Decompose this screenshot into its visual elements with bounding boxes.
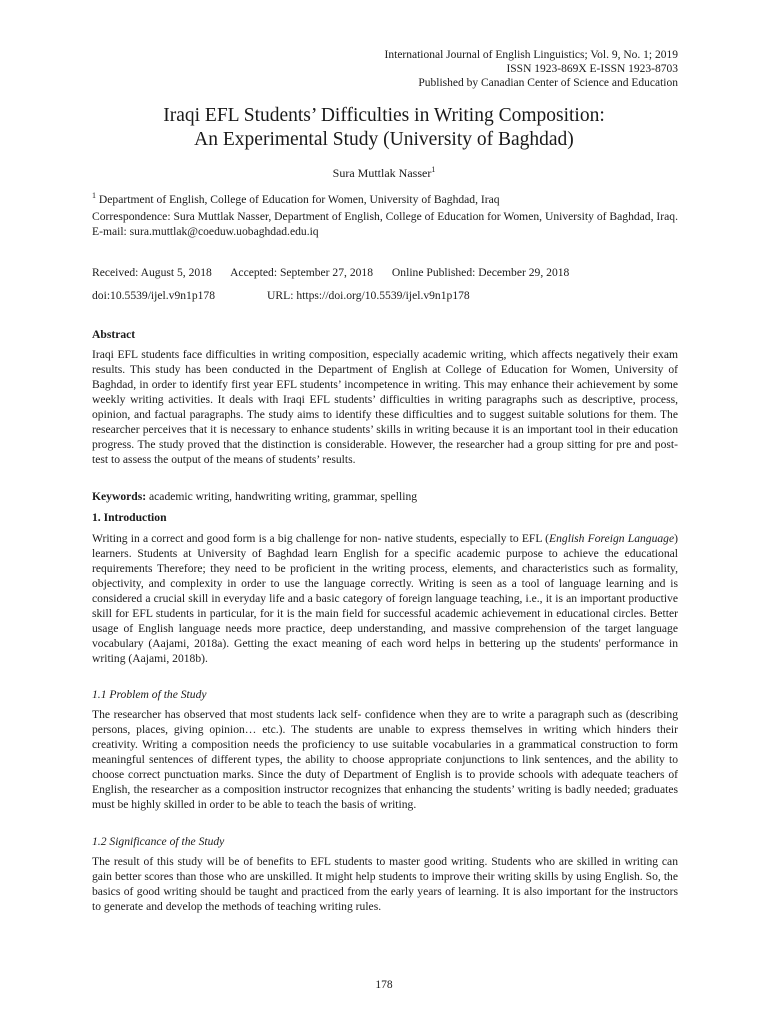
journal-publisher: Published by Canadian Center of Science and Education: [418, 77, 678, 89]
paper-title-line-2: An Experimental Study (University of Baghdad): [194, 129, 574, 150]
author-name: Sura Muttlak Nasser: [332, 166, 432, 180]
doi-line: [92, 288, 678, 303]
subsection-significance-heading: 1.2 Significance of the Study: [92, 835, 225, 848]
subsection-problem-heading: 1.1 Problem of the Study: [92, 688, 207, 701]
paper-title: [90, 104, 678, 152]
abstract-text: Iraqi EFL students face difficulties in writing composition, especially academic writing, which affects negatively their exam results. This study has been conducted in the Department of English at College of Education for Women, University of Baghdad, in order to identify first year EFL students’ incompetence in writing. This may enhance their achievement by some weekly writing activities. It deals with Iraqi EFL students’ difficulties in writing paragraphs such as descriptive, process, opinion, and factual paragraphs. The study aims to identify these difficulties and to suggest suitable solutions for them. The researcher perceives that it is necessary to enhance students’ skills in writing because it is an important tool in their education progress. The study proved that the distinction is considerable. However, the researcher had a group sitting for pre and post- test to assess the output of the means of students’ results.: [92, 348, 678, 466]
problem-paragraph: The researcher has observed that most students lack self- confidence when they are to write a paragraph such as (describing persons, places, giving opinion… etc.). The students are unable to express themselves in writing which hinders their creativity. Writing a composition needs the proficiency to use suitable vocabularies in a grammatical construction to form meaningful sentences of different types, the ability to choose appropriate conjunctions to link sentences, and the ability to choose correct punctuation marks. Since the duty of Department of English is to provide schools with adequate teachers of English, the researcher as a composition instructor recognizes that enhancing the students’ writing is badly needed; graduates must be highly skilled in order to be able to teach the basis of writing.: [92, 708, 678, 811]
affiliation: [92, 188, 678, 207]
page-number: 178: [375, 979, 393, 991]
introduction-italic-term: English Foreign Language: [549, 532, 675, 545]
correspondence: Correspondence: Sura Muttlak Nasser, Department of English, College of Education for Women, University of Baghdad, Iraq. E-mail: sura.muttlak@coeduw.uobaghdad.edu.iq: [92, 210, 678, 238]
significance-paragraph: The result of this study will be of benefits to EFL students to master good writing. Students who are skilled in writing can gain better scores than those who are unskilled. It might help students to improve their writing skills by using English. So, the basics of good writing should be taught and practiced from the early years of learning. It is also important for the instructors to generate and develop the methods of teaching writing rules.: [92, 855, 678, 913]
keywords-label: Keywords:: [92, 490, 147, 503]
received-date: Received: August 5, 2018: [92, 266, 212, 279]
affiliation-text: Department of English, College of Education for Women, University of Baghdad, Iraq: [96, 192, 500, 206]
doi-url[interactable]: URL: https://doi.org/10.5539/ijel.v9n1p178: [267, 289, 470, 302]
author-affiliation-marker: 1: [431, 165, 436, 174]
journal-citation: International Journal of English Linguistics; Vol. 9, No. 1; 2019: [384, 49, 678, 61]
section-introduction-heading: 1. Introduction: [92, 511, 167, 524]
keywords: [92, 489, 678, 504]
journal-header: [385, 48, 678, 90]
author-line: [90, 165, 678, 181]
affiliation-marker: 1: [92, 191, 96, 200]
paper-title-line-1: Iraqi EFL Students’ Difficulties in Writing Composition:: [163, 105, 605, 126]
published-date: Online Published: December 29, 2018: [391, 266, 570, 279]
accepted-date: Accepted: September 27, 2018: [230, 266, 374, 279]
keywords-text: academic writing, handwriting writing, grammar, spelling: [146, 490, 418, 503]
publication-dates: [92, 265, 678, 280]
abstract-heading: Abstract: [92, 328, 136, 341]
doi-text: doi:10.5539/ijel.v9n1p178: [92, 289, 216, 302]
introduction-text-b: ) learners. Students at University of Baghdad learn English for a specific academic purpose to achieve the educational requirements Therefore; they need to be proficient in the writing process, elements, and characteristics such as formality, objectivity, and complexity in order to use the language correctly. Writing is seen as a tool of language learning and is considered a crucial skill in everyday life and a basic category of foreign language teaching, i.e., it is an important productive skill for EFL students in particular, for it is the main field for successful academic achievement in educational circles. Better usage of English language needs more practice, deep understanding, and massive comprehension of the target language vocabulary (Aajami, 2018a). Getting the exact meaning of each word helps in bettering up the students' performance in writing (Aajami, 2018b).: [92, 532, 678, 665]
introduction-text-a: Writing in a correct and good form is a big challenge for non- native students, especially to EFL (: [92, 532, 550, 545]
journal-issn: ISSN 1923-869X E-ISSN 1923-8703: [506, 63, 678, 75]
introduction-paragraph: [92, 531, 678, 666]
